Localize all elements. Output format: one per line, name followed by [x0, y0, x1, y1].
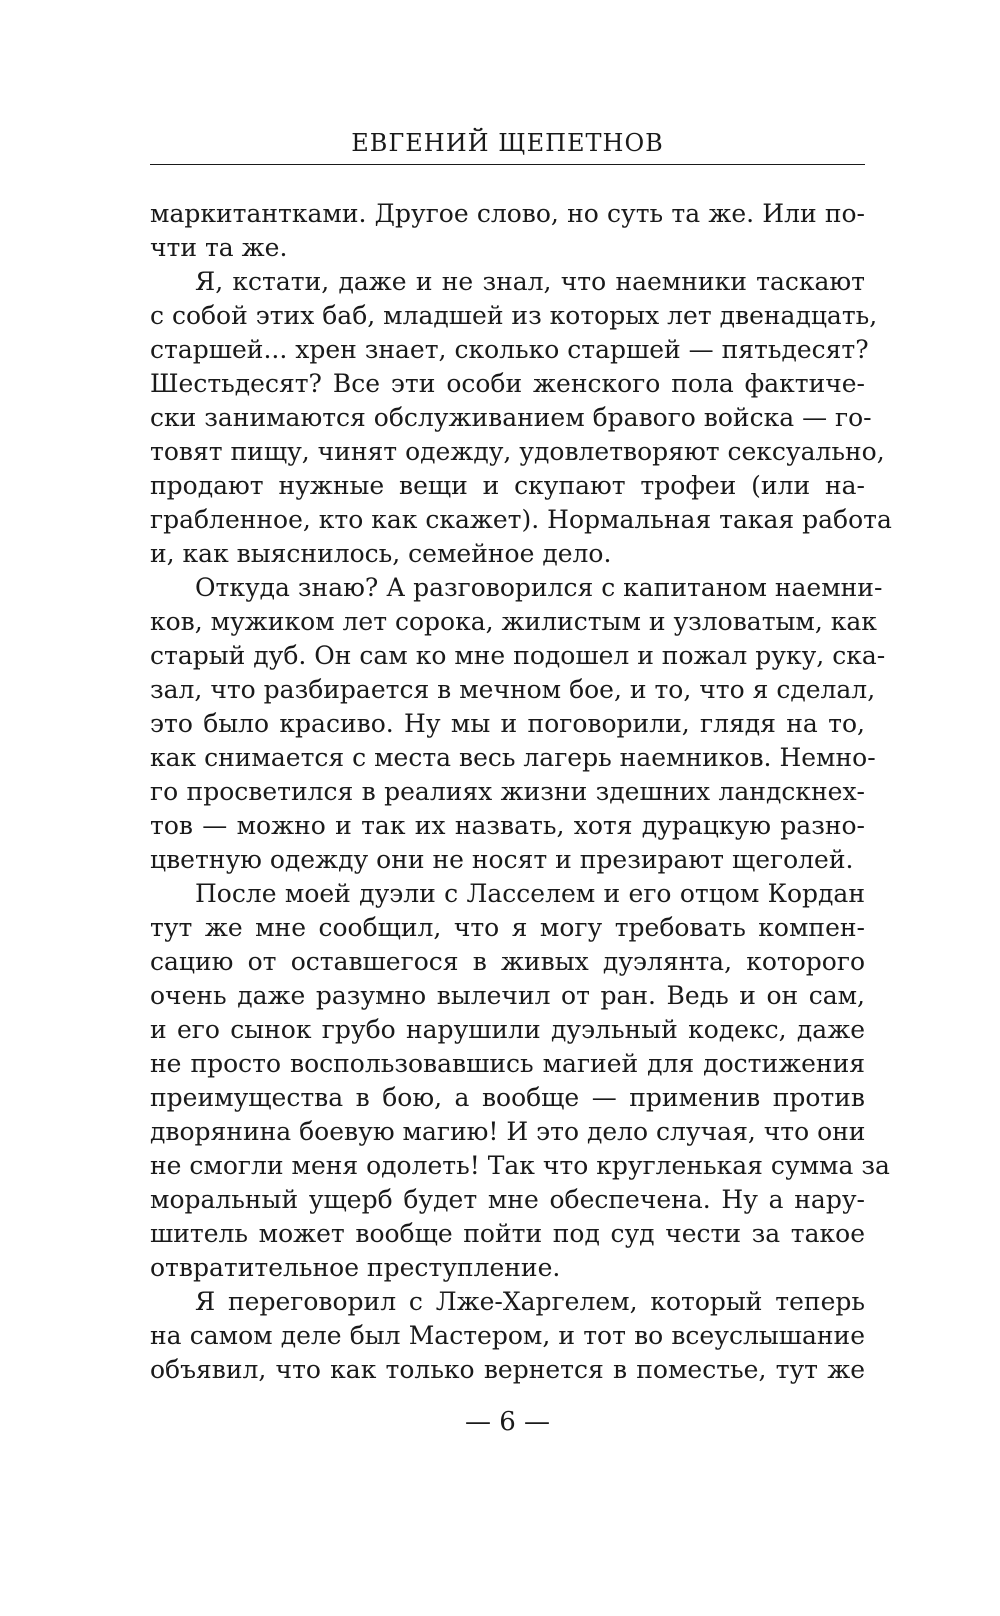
text-line: После моей дуэли с Ласселем и его отцом Кордан — [195, 879, 865, 908]
header-rule — [150, 164, 865, 165]
text-line: Шестьдесят? Все эти особи женского пола фактиче- — [150, 369, 865, 398]
text-line: дворянина боевую магию! И это дело случая, что они — [150, 1117, 866, 1146]
text-line: го просветился в реалиях жизни здешних ландскнех- — [150, 777, 865, 806]
text-line: моральный ущерб будет мне обеспечена. Ну а нару- — [150, 1185, 865, 1214]
text-line: тов — можно и так их назвать, хотя дурацкую разно- — [150, 811, 865, 840]
text-line: это было красиво. Ну мы и поговорили, глядя на то, — [150, 709, 865, 738]
text-line: как снимается с места весь лагерь наемников. Немно- — [150, 743, 876, 772]
text-line: ков, мужиком лет сорока, жилистым и узловатым, как — [150, 607, 877, 636]
text-line: с собой этих баб, младшей из которых лет двенадцать, — [150, 301, 878, 330]
text-line: Я, кстати, даже и не знал, что наемники таскают — [195, 267, 865, 296]
text-line: старый дуб. Он сам ко мне подошел и пожал руку, ска- — [150, 641, 886, 670]
text-line: Я переговорил с Лже-Харгелем, который теперь — [195, 1287, 865, 1316]
text-line: старшей... хрен знает, сколько старшей — пятьдесят? — [150, 335, 869, 364]
text-line: очень даже разумно вылечил от ран. Ведь и он сам, — [150, 981, 865, 1010]
text-line: Откуда знаю? А разговорился с капитаном наемни- — [195, 573, 883, 602]
text-line: маркитантками. Другое слово, но суть та же. Или по- — [150, 199, 865, 228]
text-line: товят пищу, чинят одежду, удовлетворяют сексуально, — [150, 437, 885, 466]
text-line: тут же мне сообщил, что я могу требовать компен- — [150, 913, 865, 942]
text-line: и его сынок грубо нарушили дуэльный кодекс, даже — [150, 1015, 865, 1044]
text-line: чти та же. — [150, 233, 288, 262]
running-header: ЕВГЕНИЙ ЩЕПЕТНОВ — [351, 129, 664, 157]
text-line: на самом деле был Мастером, и тот во всеуслышание — [150, 1321, 865, 1350]
text-line: грабленное, кто как скажет). Нормальная такая работа — [150, 505, 892, 534]
text-line: и, как выяснилось, семейное дело. — [150, 539, 612, 568]
text-line: отвратительное преступление. — [150, 1253, 561, 1282]
text-line: зал, что разбирается в мечном бое, и то, что я сделал, — [150, 675, 876, 704]
body-text — [150, 197, 892, 1387]
text-line: не смогли меня одолеть! Так что кругленькая сумма за — [150, 1151, 890, 1180]
text-line: не просто воспользовавшись магией для достижения — [150, 1049, 865, 1078]
text-line: продают нужные вещи и скупают трофеи (или на- — [150, 471, 865, 500]
text-line: сацию от оставшегося в живых дуэлянта, которого — [150, 947, 865, 976]
page-number: — 6 — — [464, 1407, 551, 1437]
text-line: преимущества в бою, а вообще — применив против — [150, 1083, 865, 1112]
text-line: шитель может вообще пойти под суд чести за такое — [150, 1219, 865, 1248]
text-line: цветную одежду они не носят и презирают щеголей. — [150, 845, 854, 874]
text-line: объявил, что как только вернется в поместье, тут же — [150, 1355, 865, 1384]
text-line: ски занимаются обслуживанием бравого войска — го- — [150, 403, 872, 432]
